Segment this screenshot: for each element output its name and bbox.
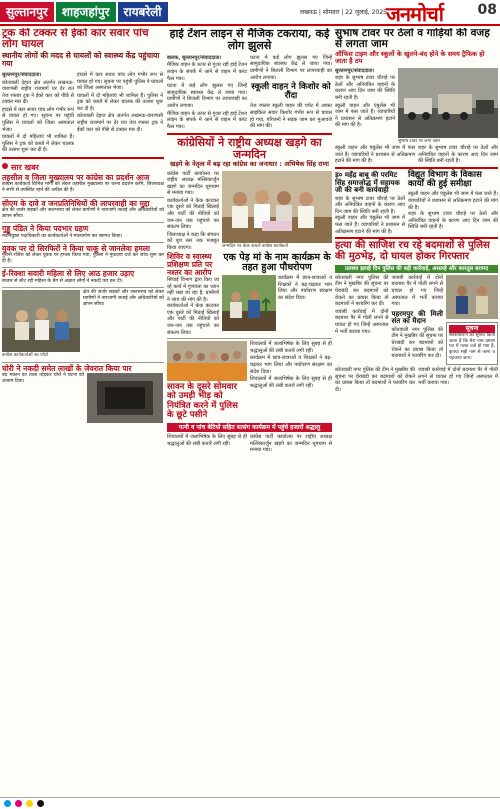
- encounter-paragraph: कोतवाली नगर पुलिस की टीम ने मुखबिर की सूचना पर घेराबंदी कर बदमाशों को रोकने का प्रयास किया तो बदमाशों ने फायरिंग कर दी।: [335, 274, 389, 308]
- congress-photo-caption: जन्मदिन पर केक काटते कांग्रेस कार्यकर्ता: [222, 243, 289, 249]
- shivir-body-cont: कार्यकर्ताओं ने केक काटकर एक दूसरे को मिठाई खिलाई और पार्टी की नीतियों को जन-जन तक पहुंचाने का संकल्प लिया।: [167, 303, 219, 336]
- encounter-body-bottom: कोतवाली नगर पुलिस की टीम ने मुखबिर की सूचना पर घेराबंदी कर बदमाशों को रोकने का प्रयास किया तो बदमाशों ने फायरिंग कर दी।: [335, 367, 415, 393]
- brief-photo-theft: [87, 373, 163, 423]
- subhash-tower-body-cont2: शहर के सुभाष टावर चौराहे पर ठेलों और अनियंत्रित वाहनों के कारण आए दिन जाम की स्थिति बनी रहती है।: [418, 145, 498, 165]
- lead-article-body: [2, 72, 74, 155]
- brief-headline: गुड्डू पंडित ने किया पदभार ग्रहण: [2, 224, 89, 234]
- lead-byline: सुल्तानपुर/संवाददाता।: [2, 71, 42, 78]
- encounter-headline: हत्या की साजिश रच रहे बदमाशों से पुलिस की मुठभेड़, दो घायल होकर गिरफ्तार: [335, 240, 490, 262]
- school-van-body: तेज रफ्तार स्कूली वाहन की चपेट में आकर साइकिल सवार किशोर गंभीर रूप से घायल हो गया, परिजनों ने सड़क जाम कर मुआवजे की मांग की।: [250, 103, 332, 130]
- sawan-paragraph: शिवालयों में जलाभिषेक के लिए सुबह से ही श्रद्धालुओं की लंबी कतारें लगी रहीं।: [250, 341, 332, 354]
- doctor-news-body-cont: स्कूली वाहन और एंबुलेंस भी जाम में फंस जाते हैं। व्यापारियों ने प्रशासन से अतिक्रमण हटाने की मांग की है।: [335, 215, 405, 235]
- lead-paragraph: घायलों में दो महिलाएं भी शामिल हैं। पुलिस ने ट्रक को कब्जे में लेकर चालक की तलाश शुरू कर दी है।: [2, 134, 74, 154]
- brief-item: [2, 225, 164, 239]
- masthead: [0, 0, 500, 26]
- newspaper-logo: जनमोर्चा: [386, 2, 443, 26]
- sawan-body: [250, 341, 332, 420]
- hightension-headline: हाई टेंशन लाइन से मैजिक टकराया, कई लोग झुलसे: [169, 28, 330, 52]
- encounter-subheadline: तलाशा इलाहे दिन पुलिस की बड़ी कार्रवाई, असलहे और कारतूस बरामद: [335, 265, 498, 273]
- brief-text: बंद मकान का ताला तोड़कर चोरों ने घटना को अंजाम दिया।: [2, 372, 84, 385]
- brief-item: [2, 200, 164, 221]
- tree-plantation-photo: [222, 275, 276, 331]
- congress-photo: [222, 171, 332, 243]
- brief-headline: ई-रिक्शा सवारी महिला से लिए आठ हजार उड़ाए: [2, 269, 135, 279]
- subhash-tower-caption: सुभाष टावर पर लगा जाम: [398, 138, 440, 144]
- brief-item: [2, 365, 164, 423]
- lead-paragraph: कोतवाली देहात क्षेत्र अंतर्गत लखनऊ-वाराणसी राष्ट्रीय राजमार्ग पर देर रात तेज रफ्तार ट्रक ने ईको कार को पीछे से टक्कर मार दी।: [77, 113, 163, 133]
- print-registration-bar: [0, 797, 500, 809]
- sawan-paragraph: कार्यक्रम में छात्र-छात्राओं व शिक्षकों ने बढ़-चढ़कर भाग लिया और पर्यावरण संरक्षण का संदेश दिया।: [250, 355, 332, 375]
- doctor-news-body: शहर के सुभाष टावर चौराहे पर ठेलों और अनियंत्रित वाहनों के कारण आए दिन जाम की स्थिति बनी रहती है।: [335, 195, 405, 215]
- congress-body-left: [167, 171, 219, 253]
- color-registration-dots: [4, 800, 44, 807]
- subhash-tower-byline: सुल्तानपुर/संवाददाता।: [335, 67, 375, 74]
- red-banner: पत्नी व पांच बेटियों सहित सत्संग कार्यक्रम में पहुंचे हजारों श्रद्धालु: [167, 423, 332, 432]
- subhash-tower-paragraph: स्कूली वाहन और एंबुलेंस भी जाम में फंस जाते हैं। व्यापारियों ने प्रशासन से अतिक्रमण हटाने की मांग की है।: [335, 102, 395, 129]
- congress-subheadline: खड़गे के नेतृत्व में बढ़ रहा कांग्रेस का जनाधार : अभिषेक सिंह राणा: [170, 160, 329, 169]
- city-tab-shahjahanpur[interactable]: शाहजहांपुर: [56, 2, 116, 22]
- school-van-headline: स्कूली वाहन ने किशोर को रौंदा: [251, 82, 331, 102]
- subhash-tower-headline: सुभाष टावर पर ठेलों व गाड़ियों की वजह से लगता जाम: [335, 28, 490, 51]
- brief-headline: सीएम के दावे व जनप्रतिनिधियों की लापरवाही का मुद्दा: [2, 198, 150, 208]
- encounter-body: [335, 275, 388, 365]
- column-left: [2, 28, 164, 796]
- doctor-news-headline: ड़० महेंद्र बाबू की परमिट सिंह समाजोद्ध में सहायक जी की बनी कार्यवाही: [335, 170, 400, 195]
- shivir-body: सिंचाई विभाग द्वारा किए जा रहे कार्य में गुणवत्ता का ध्यान नहीं रखा जा रहा है, ग्रामीणों ने जांच की मांग की है।: [167, 276, 219, 303]
- congress-paragraph: जिलाध्यक्ष ने कहा कि संगठन को बूथ स्तर तक मजबूत किया जाएगा।: [167, 231, 219, 252]
- yellow-dot-icon: [26, 800, 33, 807]
- encounter-paragraph: जवाबी कार्रवाई में दोनों बदमाश पैर में गोली लगने से घायल हो गए जिन्हें अस्पताल में भर्ती कराया गया।: [335, 308, 389, 335]
- subhash-tower-body: [335, 68, 395, 146]
- sawan-headline: सावन के दूसरे सोमवार को उमड़ी भीड़ को नियंत्रित करने में पुलिस के छूटे पसीने: [167, 382, 238, 420]
- hightension-body: [167, 55, 247, 132]
- lead-paragraph: हादसे में कार सवार पांच लोग गंभीर रूप से घायल हो गए। सूचना पर पहुंची पुलिस ने घायलों को जिला अस्पताल भेजा।: [77, 71, 163, 92]
- hightension-paragraph: घटना में कई लोग झुलस गए जिन्हें सामुदायिक स्वास्थ्य केंद्र ले जाया गया। ग्रामीणों ने बिजली विभाग पर लापरवाही का आरोप लगाया।: [167, 83, 247, 109]
- banner-article-body-cont: कांग्रेस पार्टी कार्यालय पर राष्ट्रीय अध्यक्ष मल्लिकार्जुन खड़गे का जन्मदिन धूमधाम से मनाया गया।: [250, 433, 332, 454]
- city-tabs: [0, 2, 170, 22]
- subhash-tower-photo: [398, 68, 498, 138]
- city-tab-sultanpur[interactable]: सुल्तानपुर: [0, 2, 54, 22]
- cyan-dot-icon: [4, 800, 11, 807]
- brief-item: [2, 245, 164, 266]
- lead-paragraph: हादसे में कार सवार पांच लोग गंभीर रूप से घायल हो गए। सूचना पर पहुंची पुलिस ने घायलों को जिला अस्पताल भेजा।: [2, 106, 74, 133]
- brief-photo-text: क्षेत्र की जर्जर सड़कों और जलभराव को लेकर ग्रामीणों ने नाराजगी जताई और अधिकारियों को ज्ञापन सौंपा।: [83, 289, 164, 308]
- sawan-paragraph: शिवालयों में जलाभिषेक के लिए सुबह से ही श्रद्धालुओं की लंबी कतारें लगी रहीं।: [250, 376, 332, 389]
- notice-title: सूचना: [449, 325, 495, 333]
- brief-headline: तहसील व जिला मुख्यालय पर कांग्रेस का प्रदर्शन आज: [2, 172, 150, 182]
- subhash-tower-paragraph: शहर के सुभाष टावर चौराहे पर ठेलों और अनियंत्रित वाहनों के कारण आए दिन जाम की स्थिति बनी रहती है।: [335, 75, 395, 101]
- black-dot-icon: [37, 800, 44, 807]
- bullet-icon: [2, 163, 8, 169]
- magenta-dot-icon: [15, 800, 22, 807]
- brief-photo: [2, 290, 80, 352]
- encounter-body-bottom2: जवाबी कार्रवाई में दोनों बदमाश पैर में गोली लगने से घायल हो गए जिन्हें अस्पताल में भर्ती कराया गया।: [418, 367, 498, 387]
- banner-article-body: शिवालयों में जलाभिषेक के लिए सुबह से ही श्रद्धालुओं की लंबी कतारें लगी रहीं।: [167, 433, 247, 447]
- brief-text: बाजार से लौट रही महिला के बैग से अज्ञात लोगों ने नकदी पार कर दी।: [2, 278, 123, 284]
- briefs-title: सार खबर: [11, 162, 39, 173]
- subhash-tower-subheadline: ऑफिस टाइम और स्कूलों के खुलने-बंद होने के समय ट्रैफिक हो जाता है ठप: [335, 49, 485, 66]
- brief-item: [2, 174, 164, 195]
- column-middle: [167, 28, 332, 796]
- electricity-review-body: स्कूली वाहन और एंबुलेंस भी जाम में फंस जाते हैं। व्यापारियों ने प्रशासन से अतिक्रमण हटाने की मांग की है।: [408, 191, 498, 211]
- congress-headline: कांग्रेसियों ने राष्ट्रीय अध्यक्ष खड़गे का जन्मदिन: [177, 136, 322, 162]
- pachhpur-paragraph: कोतवाली नगर पुलिस की टीम ने मुखबिर की सूचना पर घेराबंदी कर बदमाशों को रोकने का प्रयास किया तो बदमाशों ने फायरिंग कर दी।: [391, 326, 443, 360]
- electricity-review-headline: विद्युत विभाग के विकास कार्यों की हुई समीक्षा: [408, 170, 482, 190]
- encounter-paragraph: जवाबी कार्रवाई में दोनों बदमाश पैर में गोली लगने से घायल हो गए जिन्हें अस्पताल में भर्ती कराया गया।: [391, 274, 443, 308]
- lead-article-body-cont: [77, 72, 163, 155]
- column-right: [335, 28, 498, 796]
- subhash-tower-body-cont: स्कूली वाहन और एंबुलेंस भी जाम में फंस जाते हैं। व्यापारियों ने प्रशासन से अतिक्रमण हटाने की मांग की है।: [335, 145, 415, 165]
- sawan-photo: [167, 341, 247, 381]
- hightension-byline: बालक, सुल्तानपुर/संवाददाता।: [167, 54, 222, 61]
- hightension-paragraph: मैजिक वाहन के ऊपर से गुजर रही हाई टेंशन लाइन के संपर्क में आने से वाहन में करंट फैल गया।: [167, 62, 247, 82]
- brief-text: कांग्रेस कार्यकर्ता विभिन्न मांगों को लेकर तहसील मुख्यालय पर धरना प्रदर्शन करेंगे, जिलाध्यक्ष ने सभी से उपस्थित रहने की अपील की है।: [2, 182, 164, 194]
- page-number: 08: [477, 2, 497, 18]
- lead-headline: ट्रक की टक्कर से ईको कार सवार पांच लोग घायल: [2, 28, 149, 51]
- lead-paragraph: घायलों में दो महिलाएं भी शामिल हैं। पुलिस ने ट्रक को कब्जे में लेकर चालक की तलाश शुरू कर दी है।: [77, 92, 163, 112]
- hightension-paragraph: घटना में कई लोग झुलस गए जिन्हें सामुदायिक स्वास्थ्य केंद्र ले जाया गया। ग्रामीणों ने बिजली विभाग पर लापरवाही का आरोप लगाया।: [250, 54, 332, 81]
- issue-date: लखनऊ | सोमवार | 22 जुलाई, 2025: [300, 9, 387, 16]
- hightension-paragraph: मैजिक वाहन के ऊपर से गुजर रही हाई टेंशन लाइन के संपर्क में आने से वाहन में करंट फैल गया।: [167, 110, 247, 130]
- notice-text: सर्वसाधारण को सूचित किया जाता है कि मेरा नाम प्रमाण पत्र में गलत दर्ज हो गया है, कृपया सही नाम से जाना व पहचाना जाए।: [449, 332, 495, 362]
- notice-ad: [446, 322, 498, 365]
- brief-text: क्षेत्र की जर्जर सड़कों और जलभराव को लेकर ग्रामीणों ने नाराजगी जताई और अधिकारियों को ज्ञापन सौंपा।: [2, 207, 164, 220]
- pachhpur-headline: पहरमपुर की मिली संत का मैदान: [391, 308, 443, 326]
- brief-headline: चोरी ने नकदी समेत लाखों के जेवरात किया पार: [2, 363, 132, 373]
- tree-plantation-body: कार्यक्रम में छात्र-छात्राओं व शिक्षकों ने बढ़-चढ़कर भाग लिया और पर्यावरण संरक्षण का संदेश दिया।: [278, 275, 332, 301]
- brief-photo-caption: कांग्रेस कार्यकर्ताओं का फोटो: [2, 352, 49, 358]
- congress-paragraph: कार्यकर्ताओं ने केक काटकर एक दूसरे को मिठाई खिलाई और पार्टी की नीतियों को जन-जन तक पहुंचाने का संकल्प लिया।: [167, 197, 219, 231]
- tree-plantation-headline: एक पेड़ मां के नाम कार्यक्रम के तहत हुआ पौधरोपण: [223, 251, 331, 273]
- electricity-review-body-cont: शहर के सुभाष टावर चौराहे पर ठेलों और अनियंत्रित वाहनों के कारण आए दिन जाम की स्थिति बनी रहती है।: [408, 211, 498, 231]
- hightension-body-cont: [250, 55, 332, 81]
- briefs-header: [2, 161, 164, 172]
- city-tab-raebareli[interactable]: रायबरेली: [118, 2, 168, 22]
- shivir-headline: शिविर व स्वास्थ्य प्रशिक्षण प्रति पर नश्तर का आरोप: [167, 251, 213, 277]
- brief-text: नवनियुक्त पदाधिकारी का कार्यकर्ताओं ने माल्यार्पण कर स्वागत किया।: [2, 233, 123, 239]
- brief-text: पुरानी रंजिश को लेकर युवक पर हमला किया गया, पुलिस ने मुकदमा दर्ज कर जांच शुरू कर दी है।: [2, 253, 164, 265]
- brief-item: [2, 270, 164, 284]
- encounter-photo: [446, 275, 498, 319]
- lead-paragraph: कोतवाली देहात क्षेत्र अंतर्गत लखनऊ-वाराणसी राष्ट्रीय राजमार्ग पर देर रात तेज रफ्तार ट्रक ने ईको कार को पीछे से टक्कर मार दी।: [2, 79, 74, 106]
- encounter-body-cont: [391, 275, 443, 365]
- congress-paragraph: कांग्रेस पार्टी कार्यालय पर राष्ट्रीय अध्यक्ष मल्लिकार्जुन खड़गे का जन्मदिन धूमधाम से मनाया गया।: [167, 170, 219, 197]
- lead-subheadline: स्थानीय लोगों की मदद से घायलों को स्वास्थ्य केंद्र पहुंचाया गया: [2, 50, 160, 69]
- brief-headline: युवक पर दो सिरफिरों ने किया चाकू से जानलेवा हमला: [2, 243, 150, 253]
